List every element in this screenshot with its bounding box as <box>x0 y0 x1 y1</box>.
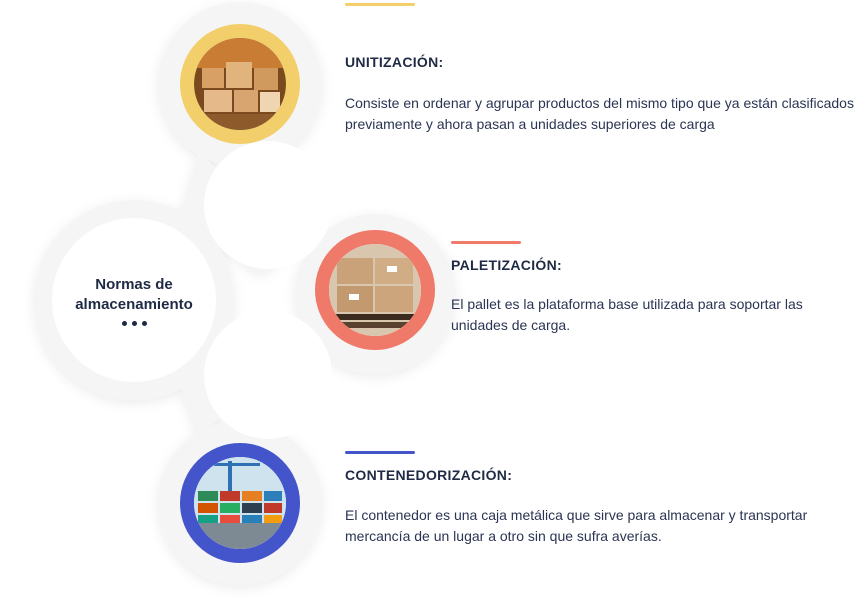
paletizacion-ring <box>315 230 435 350</box>
unitizacion-ring <box>180 24 300 144</box>
paletizacion-description: El pallet es la plataforma base utilizada para soportar las unidades de carga. <box>451 296 803 333</box>
unitizacion-accent-bar <box>345 3 415 6</box>
contenedorizacion-ring <box>180 443 300 563</box>
contenedorizacion-title: CONTENEDORIZACIÓN: <box>345 467 513 483</box>
warehouse-boxes-photo <box>194 38 286 130</box>
more-dots-icon <box>122 321 147 326</box>
hub-circle <box>52 218 216 382</box>
paletizacion-accent-bar <box>451 241 521 244</box>
contenedorizacion-accent-bar <box>345 451 415 454</box>
contenedorizacion-description: El contenedor es una caja metálica que sirve para almacenar y transportar mercancía de un lugar a otro sin que sufra averías. <box>345 507 808 544</box>
shipping-containers-photo <box>194 457 286 549</box>
unitizacion-description: Consiste en ordenar y agrupar productos del mismo tipo que ya están clasificados previamente y ahora pasan a unidades superiores de carga <box>345 95 854 132</box>
unitizacion-title: UNITIZACIÓN: <box>345 54 444 70</box>
paletizacion-title: PALETIZACIÓN: <box>451 257 562 273</box>
pallet-boxes-photo <box>329 244 421 336</box>
hub-title: Normas de almacenamiento <box>75 275 193 313</box>
